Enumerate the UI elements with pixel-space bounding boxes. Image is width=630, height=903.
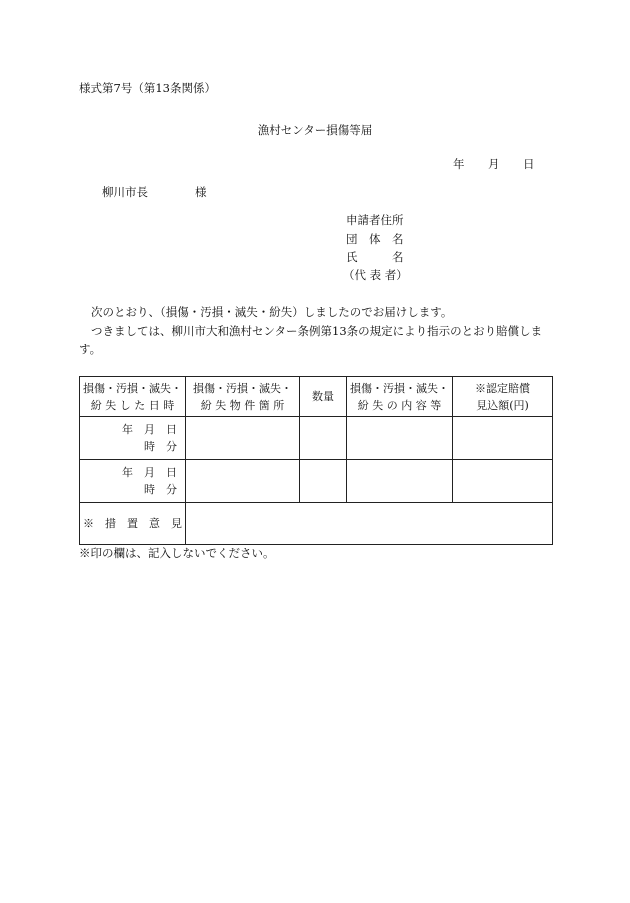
opinion-row	[80, 503, 553, 545]
table-row	[80, 417, 553, 460]
form-number: 様式第7号（第13条関係）	[79, 81, 216, 95]
applicant-name-label: 氏 名	[346, 250, 404, 264]
table-row	[80, 460, 553, 503]
table-header-row	[80, 377, 553, 417]
damage-report-table	[79, 376, 553, 545]
addressee-honorific: 様	[195, 185, 207, 199]
applicant-group-label: 団 体 名	[346, 232, 404, 246]
row-compensation-cell[interactable]	[453, 417, 553, 460]
body-line-3: す。	[79, 342, 102, 356]
row-compensation-cell[interactable]	[453, 460, 553, 503]
date-year: 年	[453, 157, 465, 171]
row-details-cell[interactable]	[347, 417, 453, 460]
header-compensation: ※認定賠償 見込額(円)	[453, 377, 553, 417]
header-item: 損傷・汚損・滅失・ 紛 失 物 件 箇 所	[186, 377, 300, 417]
row-item-cell[interactable]	[186, 417, 300, 460]
body-line-2: つきましては、柳川市大和漁村センター条例第13条の規定により指示のとおり賠償しま	[91, 324, 543, 338]
row-quantity-cell[interactable]	[300, 417, 347, 460]
date-day: 日	[523, 157, 535, 171]
header-quantity: 数量	[300, 377, 347, 417]
row-details-cell[interactable]	[347, 460, 453, 503]
applicant-address-label: 申請者住所	[346, 213, 404, 227]
date-month: 月	[488, 157, 500, 171]
opinion-cell[interactable]	[186, 503, 553, 545]
applicant-representative-label: （代 表 者）	[343, 268, 408, 282]
opinion-label: ※ 措 置 意 見	[80, 503, 186, 545]
footnote: ※印の欄は、記入しないでください。	[79, 546, 275, 560]
header-details: 損傷・汚損・滅失・ 紛 失 の 内 容 等	[347, 377, 453, 417]
row-quantity-cell[interactable]	[300, 460, 347, 503]
row-item-cell[interactable]	[186, 460, 300, 503]
header-date: 損傷・汚損・滅失・ 紛 失 し た 日 時	[80, 377, 186, 417]
row-date-cell[interactable]: 年 月 日 時 分	[80, 460, 186, 503]
document-title: 漁村センター損傷等届	[257, 123, 373, 137]
row-date-cell[interactable]: 年 月 日 時 分	[80, 417, 186, 460]
addressee-name: 柳川市長	[102, 185, 148, 199]
body-line-1: 次のとおり、（損傷・汚損・滅失・紛失）しましたのでお届けします。	[91, 305, 453, 319]
